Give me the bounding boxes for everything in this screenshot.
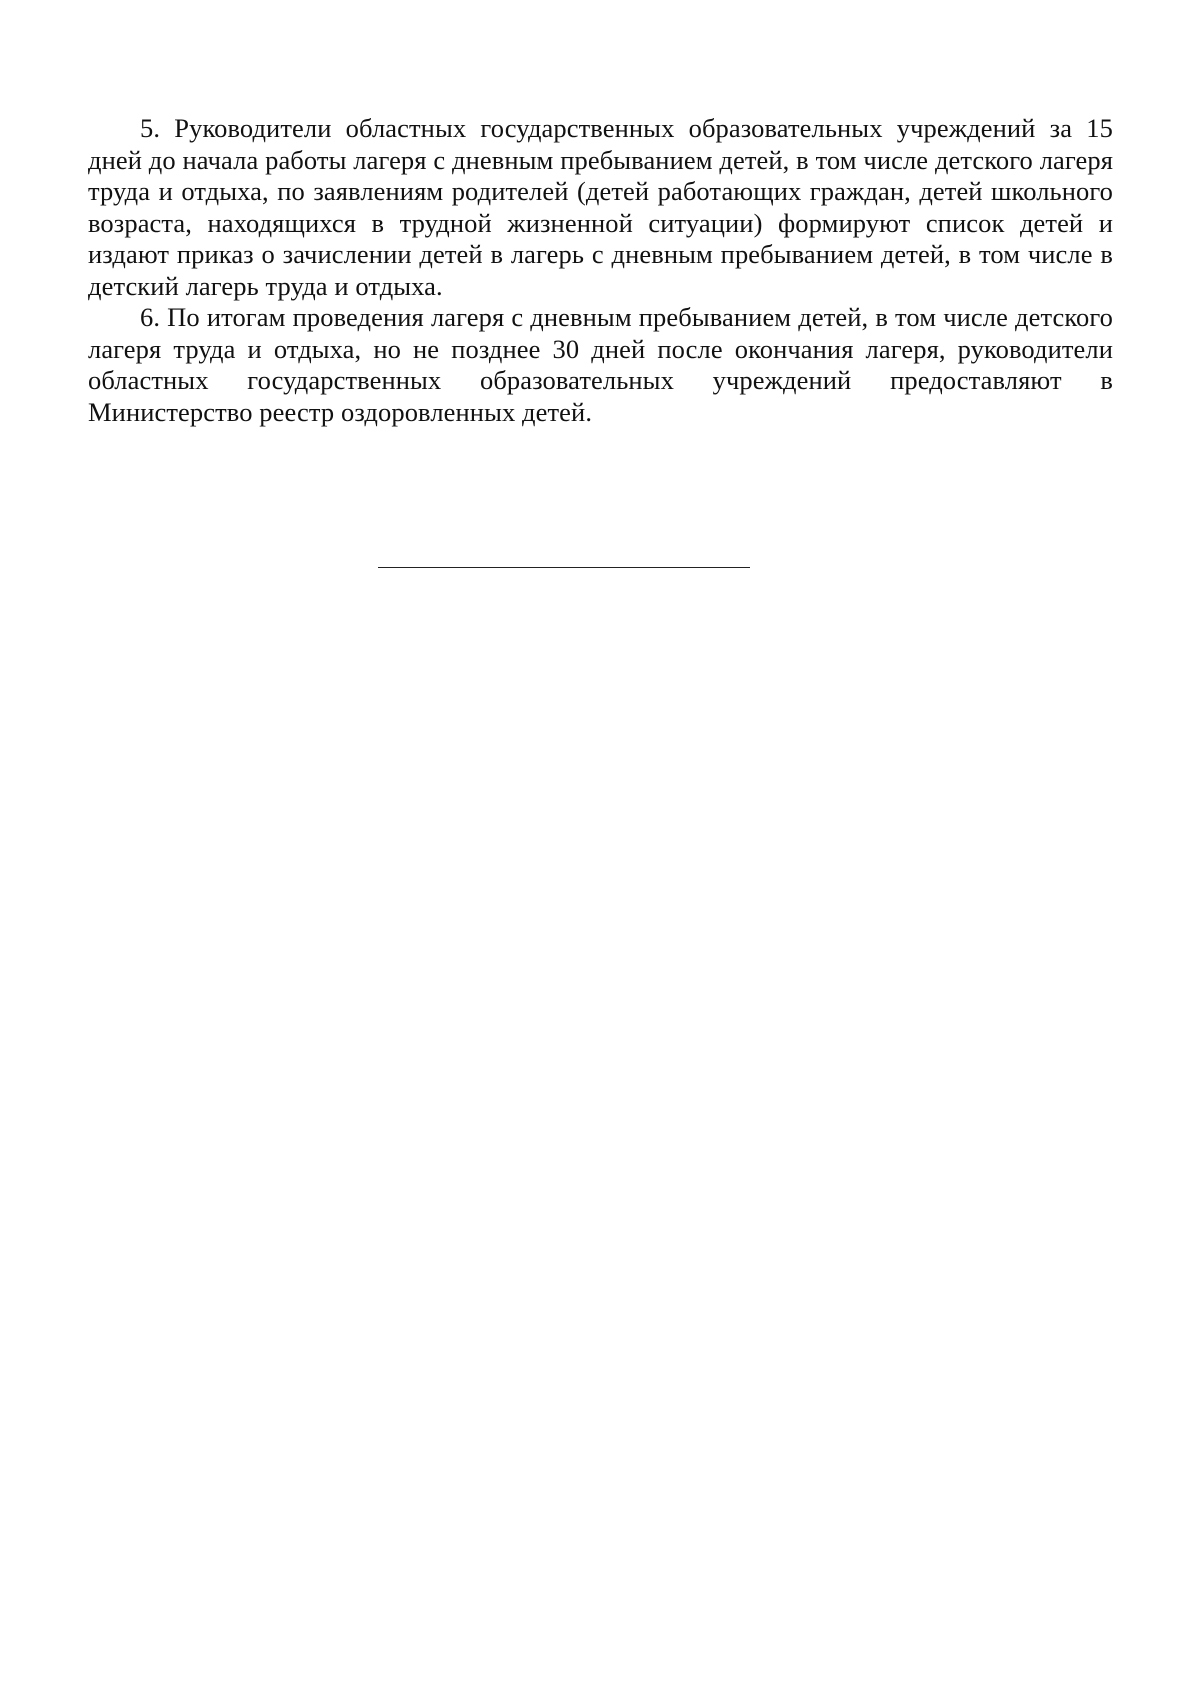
paragraph-6: 6. По итогам проведения лагеря с дневным пребыванием детей, в том числе детского лагеря труда и отдыха, но не позднее 30 дней после окончания лагеря, руководители областных государственных образовательных учреждений предоставляют в Министерство реестр оздоровленных детей. — [88, 302, 1113, 427]
end-of-document-rule — [378, 567, 750, 568]
paragraph-5: 5. Руководители областных государственных образовательных учреждений за 15 дней до начала работы лагеря с дневным пребыванием детей, в том числе детского лагеря труда и отдыха, по заявлениям родителей (детей работающих граждан, детей школьного возраста, находящихся в трудной жизненной ситуации) формируют список детей и издают приказ о зачислении детей в лагерь с дневным пребыванием детей, в том числе в детский лагерь труда и отдыха. — [88, 113, 1113, 301]
document-body — [88, 113, 1113, 428]
